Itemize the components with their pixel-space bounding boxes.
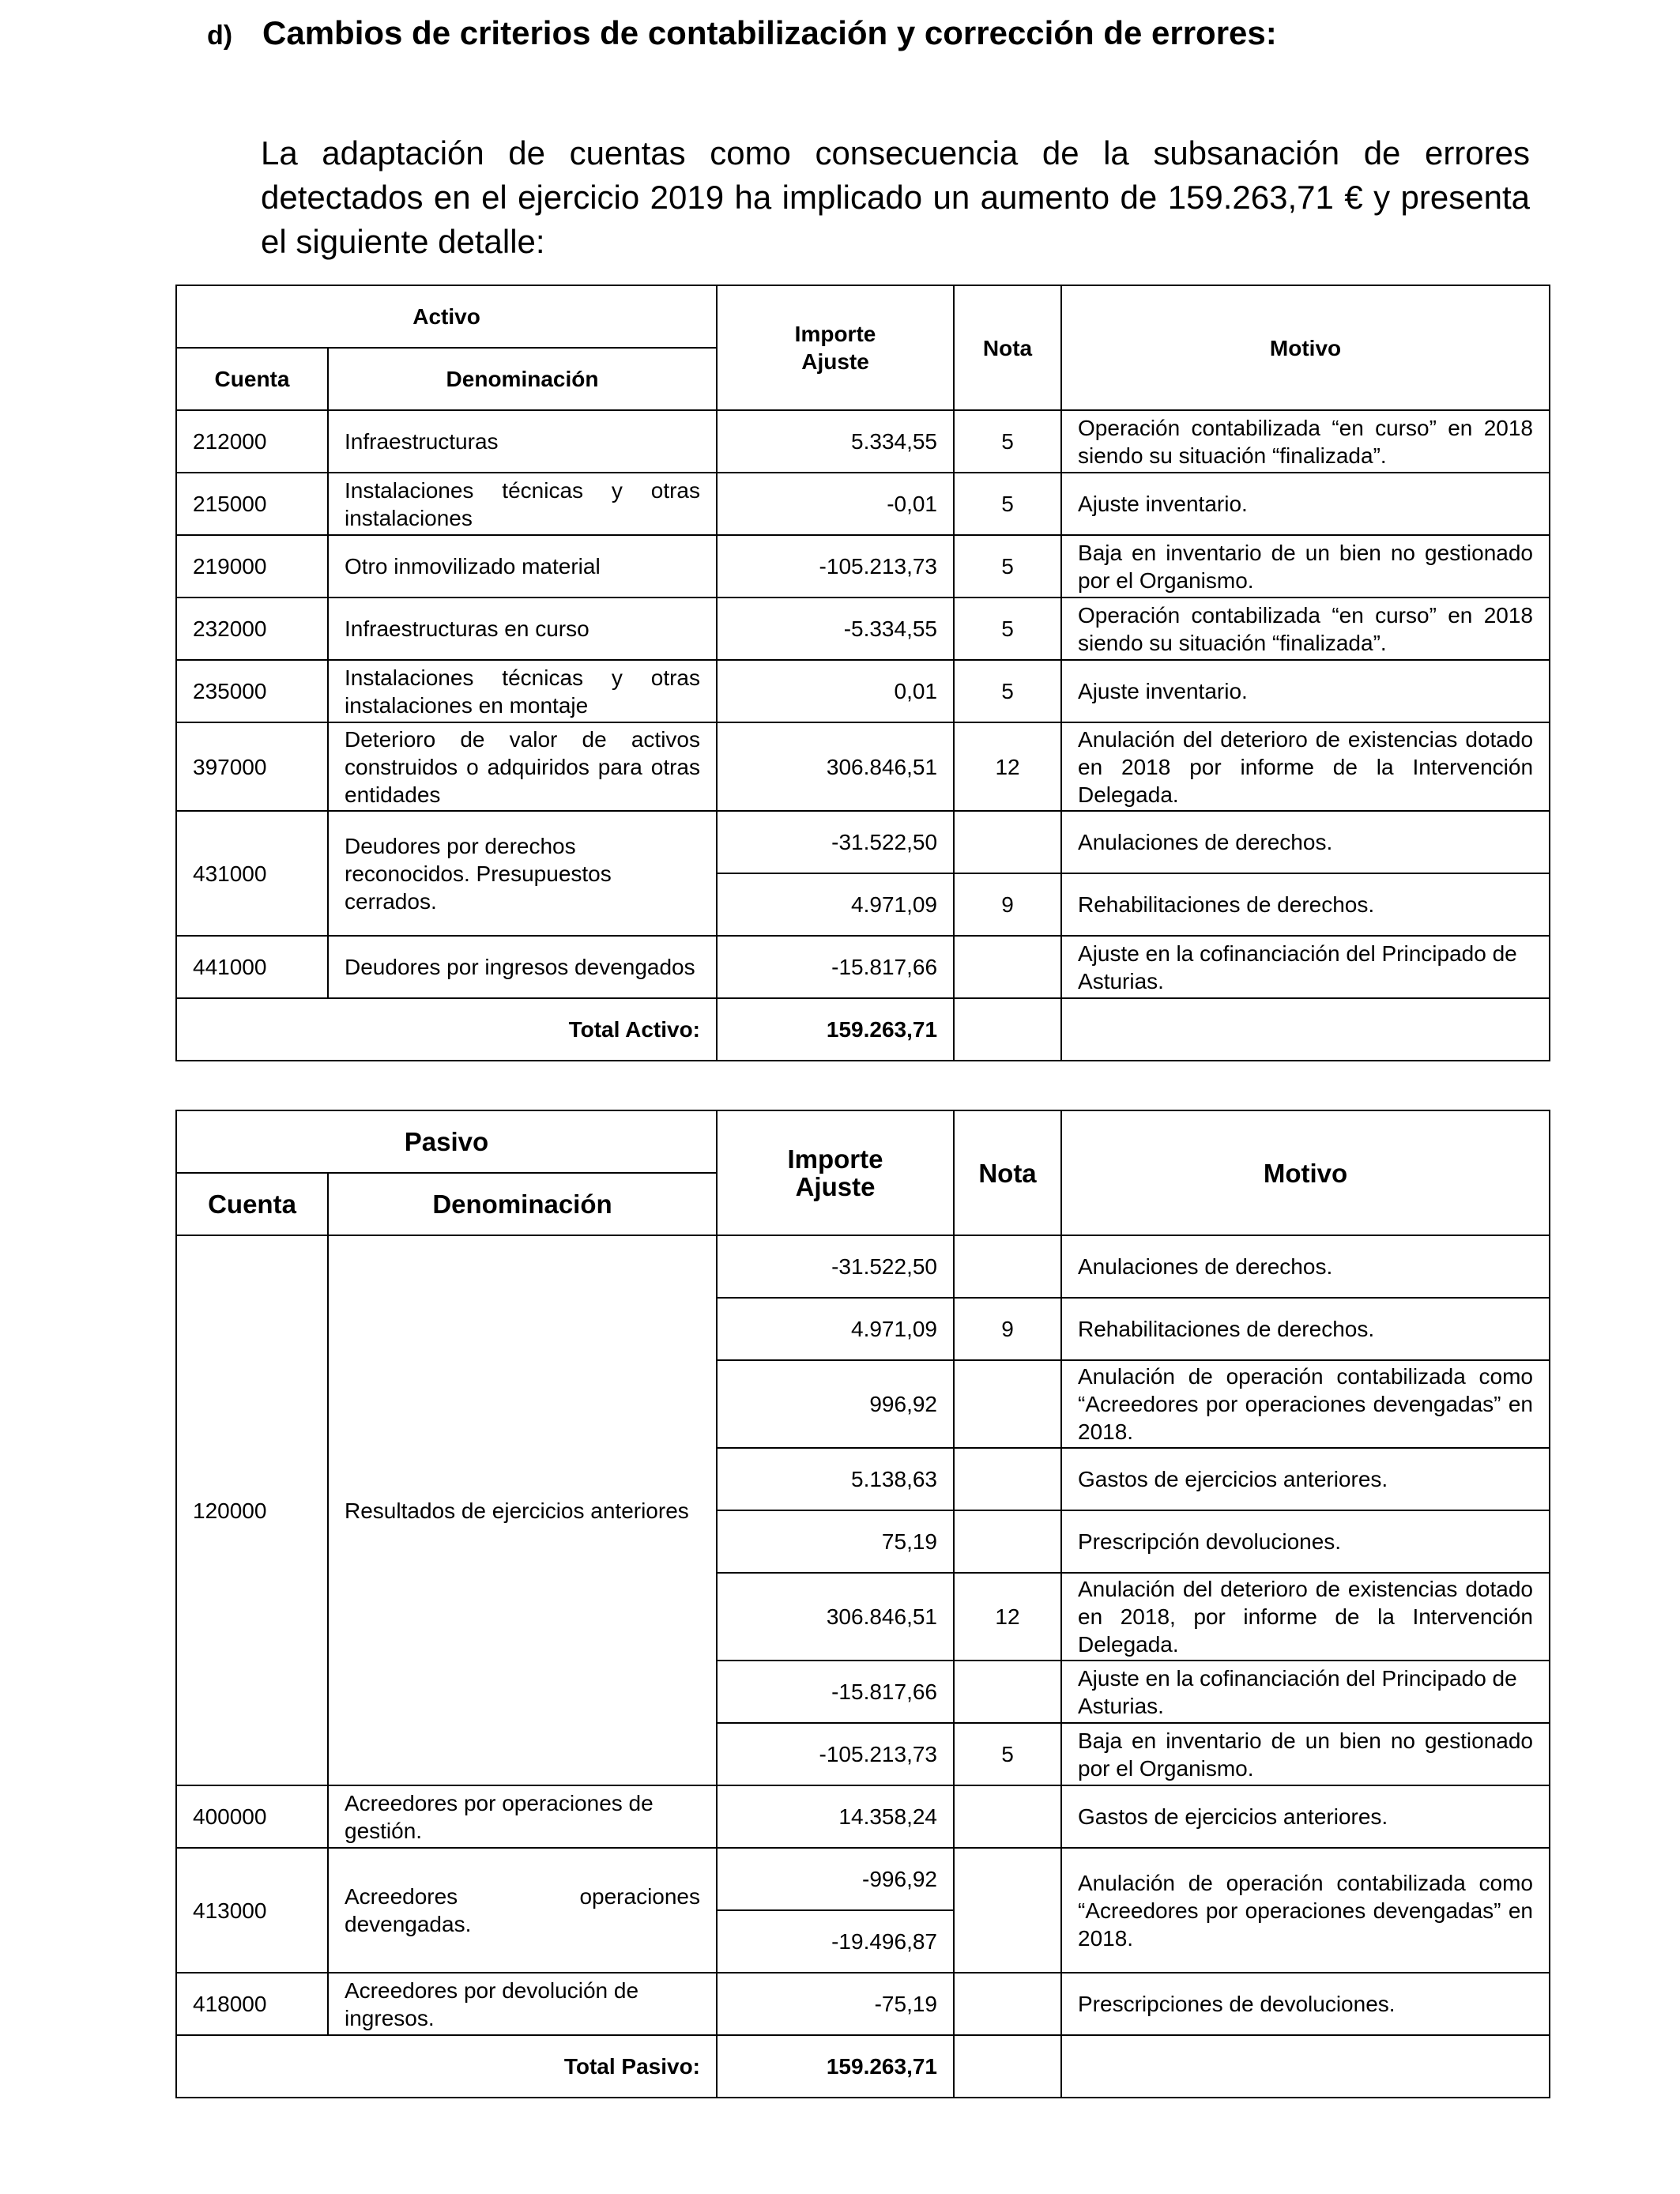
section-title: Cambios de criterios de contabilización y corrección de errores: [262, 14, 1277, 51]
cell-denominacion: Infraestructuras [328, 410, 717, 473]
cell-motivo: Ajuste en la cofinanciación del Principado de Asturias. [1061, 1661, 1550, 1723]
cell-importe: 306.846,51 [717, 1573, 954, 1661]
cell-nota: 5 [954, 535, 1061, 598]
section-heading [207, 14, 1277, 52]
table-row [176, 660, 1550, 722]
cell-motivo: Anulaciones de derechos. [1061, 1235, 1550, 1298]
cell-denominacion: Acreedores operaciones devengadas. [328, 1848, 717, 1973]
cell-cuenta: 219000 [176, 535, 328, 598]
cell-cuenta: 413000 [176, 1848, 328, 1973]
cell-motivo: Baja en inventario de un bien no gestionado por el Organismo. [1061, 1723, 1550, 1785]
table-row [176, 1973, 1550, 2035]
cell-denominacion: Deterioro de valor de activos construidos o adquiridos para otras entidades [328, 722, 717, 811]
cell-motivo: Anulaciones de derechos. [1061, 811, 1550, 873]
pasivo-table [175, 1110, 1550, 2098]
cell-motivo: Rehabilitaciones de derechos. [1061, 1298, 1550, 1360]
cell-cuenta: 431000 [176, 811, 328, 936]
header-nota: Nota [954, 285, 1061, 410]
cell-denominacion: Instalaciones técnicas y otras instalaciones en montaje [328, 660, 717, 722]
cell-importe: -15.817,66 [717, 936, 954, 998]
cell-importe: 75,19 [717, 1510, 954, 1573]
cell-nota [954, 1448, 1061, 1510]
activo-group-header: Activo [176, 285, 717, 348]
cell-importe: 0,01 [717, 660, 954, 722]
cell-motivo: Ajuste inventario. [1061, 660, 1550, 722]
cell-importe: -0,01 [717, 473, 954, 535]
cell-nota: 5 [954, 410, 1061, 473]
cell-motivo: Rehabilitaciones de derechos. [1061, 873, 1550, 936]
cell-importe: -31.522,50 [717, 1235, 954, 1298]
table-row [176, 1235, 1550, 1298]
cell-nota [954, 2035, 1061, 2098]
cell-nota: 5 [954, 1723, 1061, 1785]
cell-denominacion: Infraestructuras en curso [328, 598, 717, 660]
cell-nota [954, 1848, 1061, 1973]
cell-motivo: Anulación de operación contabilizada como “Acreedores por operaciones devengadas” en 2018. [1061, 1848, 1550, 1973]
table-row [176, 410, 1550, 473]
cell-importe: 14.358,24 [717, 1785, 954, 1848]
cell-importe: -75,19 [717, 1973, 954, 2035]
total-row [176, 2035, 1550, 2098]
cell-importe: -105.213,73 [717, 1723, 954, 1785]
cell-cuenta: 212000 [176, 410, 328, 473]
cell-importe: 5.334,55 [717, 410, 954, 473]
cell-motivo [1061, 2035, 1550, 2098]
cell-motivo: Prescripción devoluciones. [1061, 1510, 1550, 1573]
cell-importe: -5.334,55 [717, 598, 954, 660]
cell-importe: -19.496,87 [717, 1910, 954, 1973]
cell-cuenta: 232000 [176, 598, 328, 660]
cell-nota: 5 [954, 473, 1061, 535]
header-cuenta: Cuenta [176, 1173, 328, 1235]
cell-nota [954, 1360, 1061, 1448]
activo-table [175, 285, 1550, 1061]
cell-importe: 5.138,63 [717, 1448, 954, 1510]
section-marker: d) [207, 21, 233, 51]
cell-nota [954, 998, 1061, 1061]
cell-importe: 996,92 [717, 1360, 954, 1448]
cell-cuenta: 397000 [176, 722, 328, 811]
table-row [176, 811, 1550, 873]
table-row [176, 535, 1550, 598]
total-activo-value: 159.263,71 [717, 998, 954, 1061]
cell-importe: 4.971,09 [717, 873, 954, 936]
total-pasivo-value: 159.263,71 [717, 2035, 954, 2098]
cell-importe: 4.971,09 [717, 1298, 954, 1360]
cell-motivo: Operación contabilizada “en curso” en 2018 siendo su situación “finalizada”. [1061, 410, 1550, 473]
cell-denominacion: Deudores por derechos reconocidos. Presupuestos cerrados. [328, 811, 717, 936]
table-row [176, 936, 1550, 998]
cell-denominacion: Acreedores por operaciones de gestión. [328, 1785, 717, 1848]
cell-cuenta: 120000 [176, 1235, 328, 1785]
cell-nota: 12 [954, 1573, 1061, 1661]
cell-cuenta: 441000 [176, 936, 328, 998]
table-row [176, 1848, 1550, 1910]
cell-motivo: Ajuste en la cofinanciación del Principado de Asturias. [1061, 936, 1550, 998]
table-row [176, 598, 1550, 660]
cell-motivo: Anulación de operación contabilizada como “Acreedores por operaciones devengadas” en 2018. [1061, 1360, 1550, 1448]
total-row [176, 998, 1550, 1061]
cell-cuenta: 400000 [176, 1785, 328, 1848]
pasivo-group-header: Pasivo [176, 1110, 717, 1173]
header-nota: Nota [954, 1110, 1061, 1235]
cell-nota [954, 811, 1061, 873]
table-row [176, 1785, 1550, 1848]
cell-motivo: Baja en inventario de un bien no gestionado por el Organismo. [1061, 535, 1550, 598]
cell-denominacion: Acreedores por devolución de ingresos. [328, 1973, 717, 2035]
total-pasivo-label: Total Pasivo: [176, 2035, 717, 2098]
cell-denominacion: Instalaciones técnicas y otras instalaciones [328, 473, 717, 535]
cell-motivo: Anulación del deterioro de existencias dotado en 2018, por informe de la Intervención Delegada. [1061, 1573, 1550, 1661]
cell-nota: 12 [954, 722, 1061, 811]
cell-denominacion: Deudores por ingresos devengados [328, 936, 717, 998]
cell-cuenta: 215000 [176, 473, 328, 535]
cell-cuenta: 418000 [176, 1973, 328, 2035]
header-importe: Importe Ajuste [717, 285, 954, 410]
cell-nota [954, 1973, 1061, 2035]
header-importe: Importe Ajuste [717, 1110, 954, 1235]
cell-denominacion: Resultados de ejercicios anteriores [328, 1235, 717, 1785]
cell-nota [954, 1510, 1061, 1573]
cell-nota: 9 [954, 1298, 1061, 1360]
cell-nota [954, 1785, 1061, 1848]
header-motivo: Motivo [1061, 1110, 1550, 1235]
cell-motivo: Ajuste inventario. [1061, 473, 1550, 535]
cell-motivo: Prescripciones de devoluciones. [1061, 1973, 1550, 2035]
header-motivo: Motivo [1061, 285, 1550, 410]
cell-nota [954, 1661, 1061, 1723]
cell-importe: -31.522,50 [717, 811, 954, 873]
header-denominacion: Denominación [328, 348, 717, 410]
cell-importe: 306.846,51 [717, 722, 954, 811]
cell-motivo: Gastos de ejercicios anteriores. [1061, 1448, 1550, 1510]
cell-importe: -15.817,66 [717, 1661, 954, 1723]
table-row [176, 722, 1550, 811]
cell-motivo: Operación contabilizada “en curso” en 2018 siendo su situación “finalizada”. [1061, 598, 1550, 660]
header-cuenta: Cuenta [176, 348, 328, 410]
cell-nota: 9 [954, 873, 1061, 936]
cell-motivo: Gastos de ejercicios anteriores. [1061, 1785, 1550, 1848]
cell-importe: -105.213,73 [717, 535, 954, 598]
header-denominacion: Denominación [328, 1173, 717, 1235]
cell-nota: 5 [954, 598, 1061, 660]
total-activo-label: Total Activo: [176, 998, 717, 1061]
cell-cuenta: 235000 [176, 660, 328, 722]
cell-nota: 5 [954, 660, 1061, 722]
cell-nota [954, 936, 1061, 998]
cell-nota [954, 1235, 1061, 1298]
cell-denominacion: Otro inmovilizado material [328, 535, 717, 598]
intro-paragraph: La adaptación de cuentas como consecuencia de la subsanación de errores detectados en el ejercicio 2019 ha implicado un aumento de 159.263,71 € y presenta el siguiente detalle: [261, 134, 1530, 260]
cell-motivo [1061, 998, 1550, 1061]
cell-importe: -996,92 [717, 1848, 954, 1910]
cell-motivo: Anulación del deterioro de existencias dotado en 2018 por informe de la Intervención Delegada. [1061, 722, 1550, 811]
table-row [176, 473, 1550, 535]
